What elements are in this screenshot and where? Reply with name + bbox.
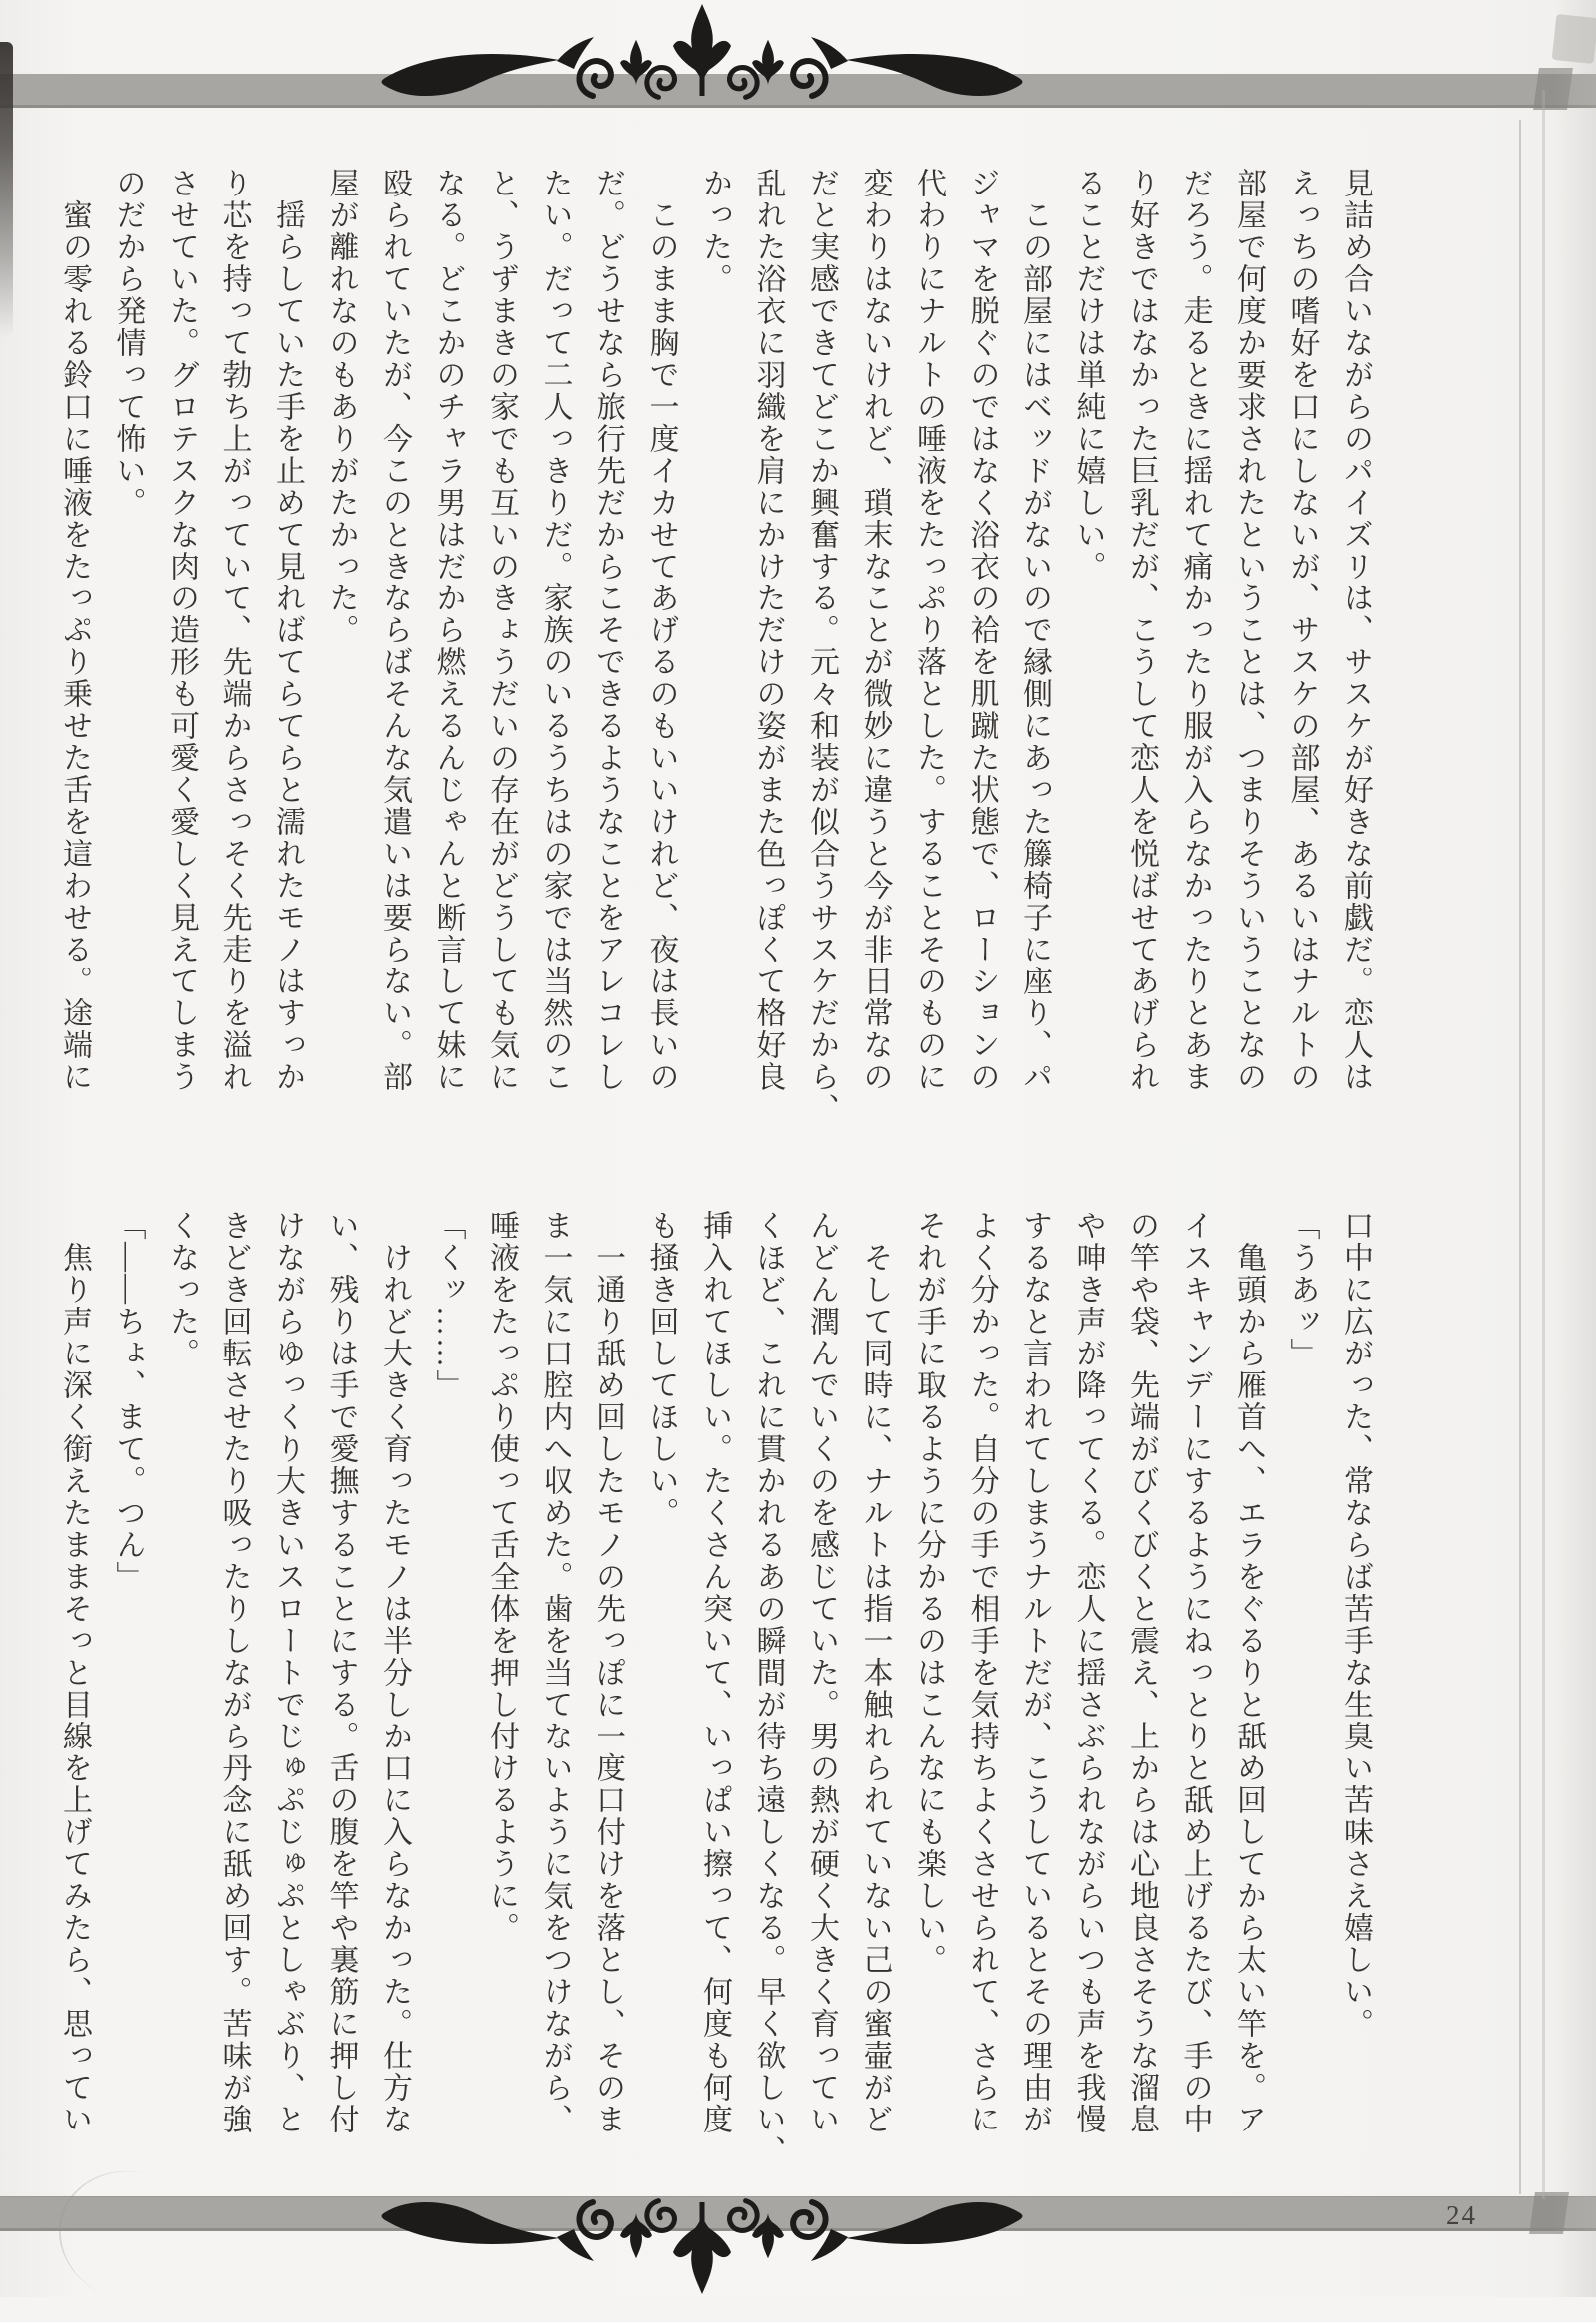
text-column: や呻き声が降ってくる。恋人に揺さぶられながらいつも声を我慢 [1071, 1210, 1105, 2135]
text-column: このまま胸で一度イカせてあげるのもいいけれど、夜は長いの [644, 199, 678, 1093]
bottom-left-page-curl [42, 2152, 226, 2322]
text-column: そして同時に、ナルトは指一本触れられていない己の蜜壷がど [858, 1242, 892, 2135]
text-column: 殴られていたが、今このときならばそんな気遣いは要らない。部 [378, 168, 411, 1093]
text-column: それが手に取るように分かるのはこんなにも楽しい。 [912, 1210, 945, 1976]
text-column: い、残りは手で愛撫することにする。舌の腹を竿や裏筋に押し付 [324, 1210, 358, 2135]
text-column: り芯を持って勃ち上がっていて、先端からさっそく先走りを溢れ [217, 168, 251, 1093]
text-column: の竿や袋、先端がびくびくと震え、上からは心地良さそうな溜息 [1125, 1210, 1158, 2135]
right-edge-shadow [1554, 0, 1596, 2297]
text-column: 見詰め合いながらのパイズリは、サスケが好きな前戯だ。恋人は [1339, 168, 1372, 1093]
text-column: だろう。走るときに揺れて痛かったり服が入らなかったりとあま [1178, 168, 1212, 1093]
text-column: 一通り舐め回したモノの先っぽに一度口付けを落とし、そのま [592, 1242, 624, 2135]
text-column: り好きではなかった巨乳だが、こうして恋人を悦ばせてあげられ [1125, 168, 1158, 1093]
bottom-text-block [47, 1210, 1382, 2167]
bottom-flourish-ornament [373, 2192, 1031, 2296]
top-flourish-ornament [373, 2, 1031, 106]
text-column: と、うずまきの家でも互いのきょうだいの存在がどうしても気に [485, 168, 518, 1093]
text-column: けれど大きく育ったモノは半分しか口に入らなかった。仕方な [378, 1242, 411, 2135]
text-column: 唾液をたっぷり使って舌全体を押し付けるように。 [485, 1210, 518, 1944]
text-column: くなった。 [165, 1210, 198, 1369]
text-column: 「――ちょ、まて。つん」 [111, 1210, 145, 1593]
text-column: させていた。グロテスクな肉の造形も可愛く愛しく見えてしまう [165, 168, 198, 1093]
text-column: 焦り声に深く銜えたままそっと目線を上げてみたら、思ってい [58, 1242, 91, 2135]
text-column: のだから発情って怖い。 [111, 168, 145, 519]
text-column: 亀頭から雁首へ、エラをぐるりと舐め回してから太い竿を。ア [1232, 1242, 1265, 2135]
text-column: この部屋にはベッドがないので縁側にあった籐椅子に座り、パ [1018, 199, 1051, 1093]
text-column: 蜜の零れる鈴口に唾液をたっぷり乗せた舌を這わせる。途端に [58, 199, 91, 1093]
text-column: 挿入れてほしい。たくさん突いて、いっぱい擦って、何度も何度 [698, 1210, 731, 2135]
text-column: するなと言われてしまうナルトだが、こうしているとその理由が [1018, 1210, 1051, 2135]
text-column: 「うあッ」 [1285, 1210, 1319, 1369]
text-column: ジャマを脱ぐのではなく浴衣の袷を肌蹴た状態で、ローションの [965, 168, 998, 1093]
right-crease-line-outer [1542, 90, 1545, 2199]
text-column: 「くッ……」 [431, 1210, 465, 1401]
text-column: 乱れた浴衣に羽織を肩にかけただけの姿がまた色っぽくて格好良 [751, 168, 785, 1093]
text-column: 屋が離れなのもありがたかった。 [324, 168, 358, 646]
right-crease-line [1519, 120, 1521, 2194]
text-column: ることだけは単純に嬉しい。 [1071, 168, 1105, 582]
text-column: きどき回転させたり吸ったりしながら丹念に舐め回す。苦味が強 [217, 1210, 251, 2135]
text-column: も掻き回してほしい。 [644, 1210, 678, 1529]
text-column: かった。 [698, 168, 731, 295]
left-gutter-shadow [0, 42, 13, 337]
text-column: けながらゆっくり大きいスロートでじゅぷじゅぷとしゃぶり、と [271, 1210, 304, 2135]
text-column: 部屋で何度か要求されたということは、つまりそういうことなの [1232, 168, 1265, 1093]
text-column: 口中に広がった、常ならば苦手な生臭い苦味さえ嬉しい。 [1339, 1210, 1372, 2040]
text-column: くほど、これに貫かれるあの瞬間が待ち遠しくなる。早く欲しい、 [751, 1210, 785, 2167]
text-column: イスキャンデーにするようにねっとりと舐め上げるたび、手の中 [1178, 1210, 1212, 2135]
text-column: だ。どうせなら旅行先だからこそできるようなことをアレコレし [592, 168, 624, 1093]
text-column: ま一気に口腔内へ収めた。歯を当てないように気をつけながら、 [538, 1210, 572, 2135]
text-column: たい。だって二人っきりだ。家族のいるうちはの家では当然のこ [538, 168, 572, 1093]
page-number: 24 [1446, 2200, 1477, 2230]
text-column: んどん潤んでいくのを感じていた。男の熱が硬く大きく育ってい [805, 1210, 838, 2135]
top-text-block [47, 168, 1382, 1125]
text-column: えっちの嗜好を口にしないが、サスケの部屋、あるいはナルトの [1285, 168, 1319, 1093]
text-column: だと実感できてどこか興奮する。元々和装が似合うサスケだから、 [805, 168, 838, 1125]
text-column: なる。どこかのチャラ男はだから燃えるんじゃんと断言して妹に [431, 168, 465, 1093]
text-column: 揺らしていた手を止めて見ればてらてらと濡れたモノはすっか [271, 199, 304, 1093]
text-column: 代わりにナルトの唾液をたっぷり落とした。することそのものに [912, 168, 945, 1093]
text-column: 変わりはないけれど、瑣末なことが微妙に違うと今が非日常なの [858, 168, 892, 1093]
text-column: よく分かった。自分の手で相手を気持ちよくさせられて、さらに [965, 1210, 998, 2135]
